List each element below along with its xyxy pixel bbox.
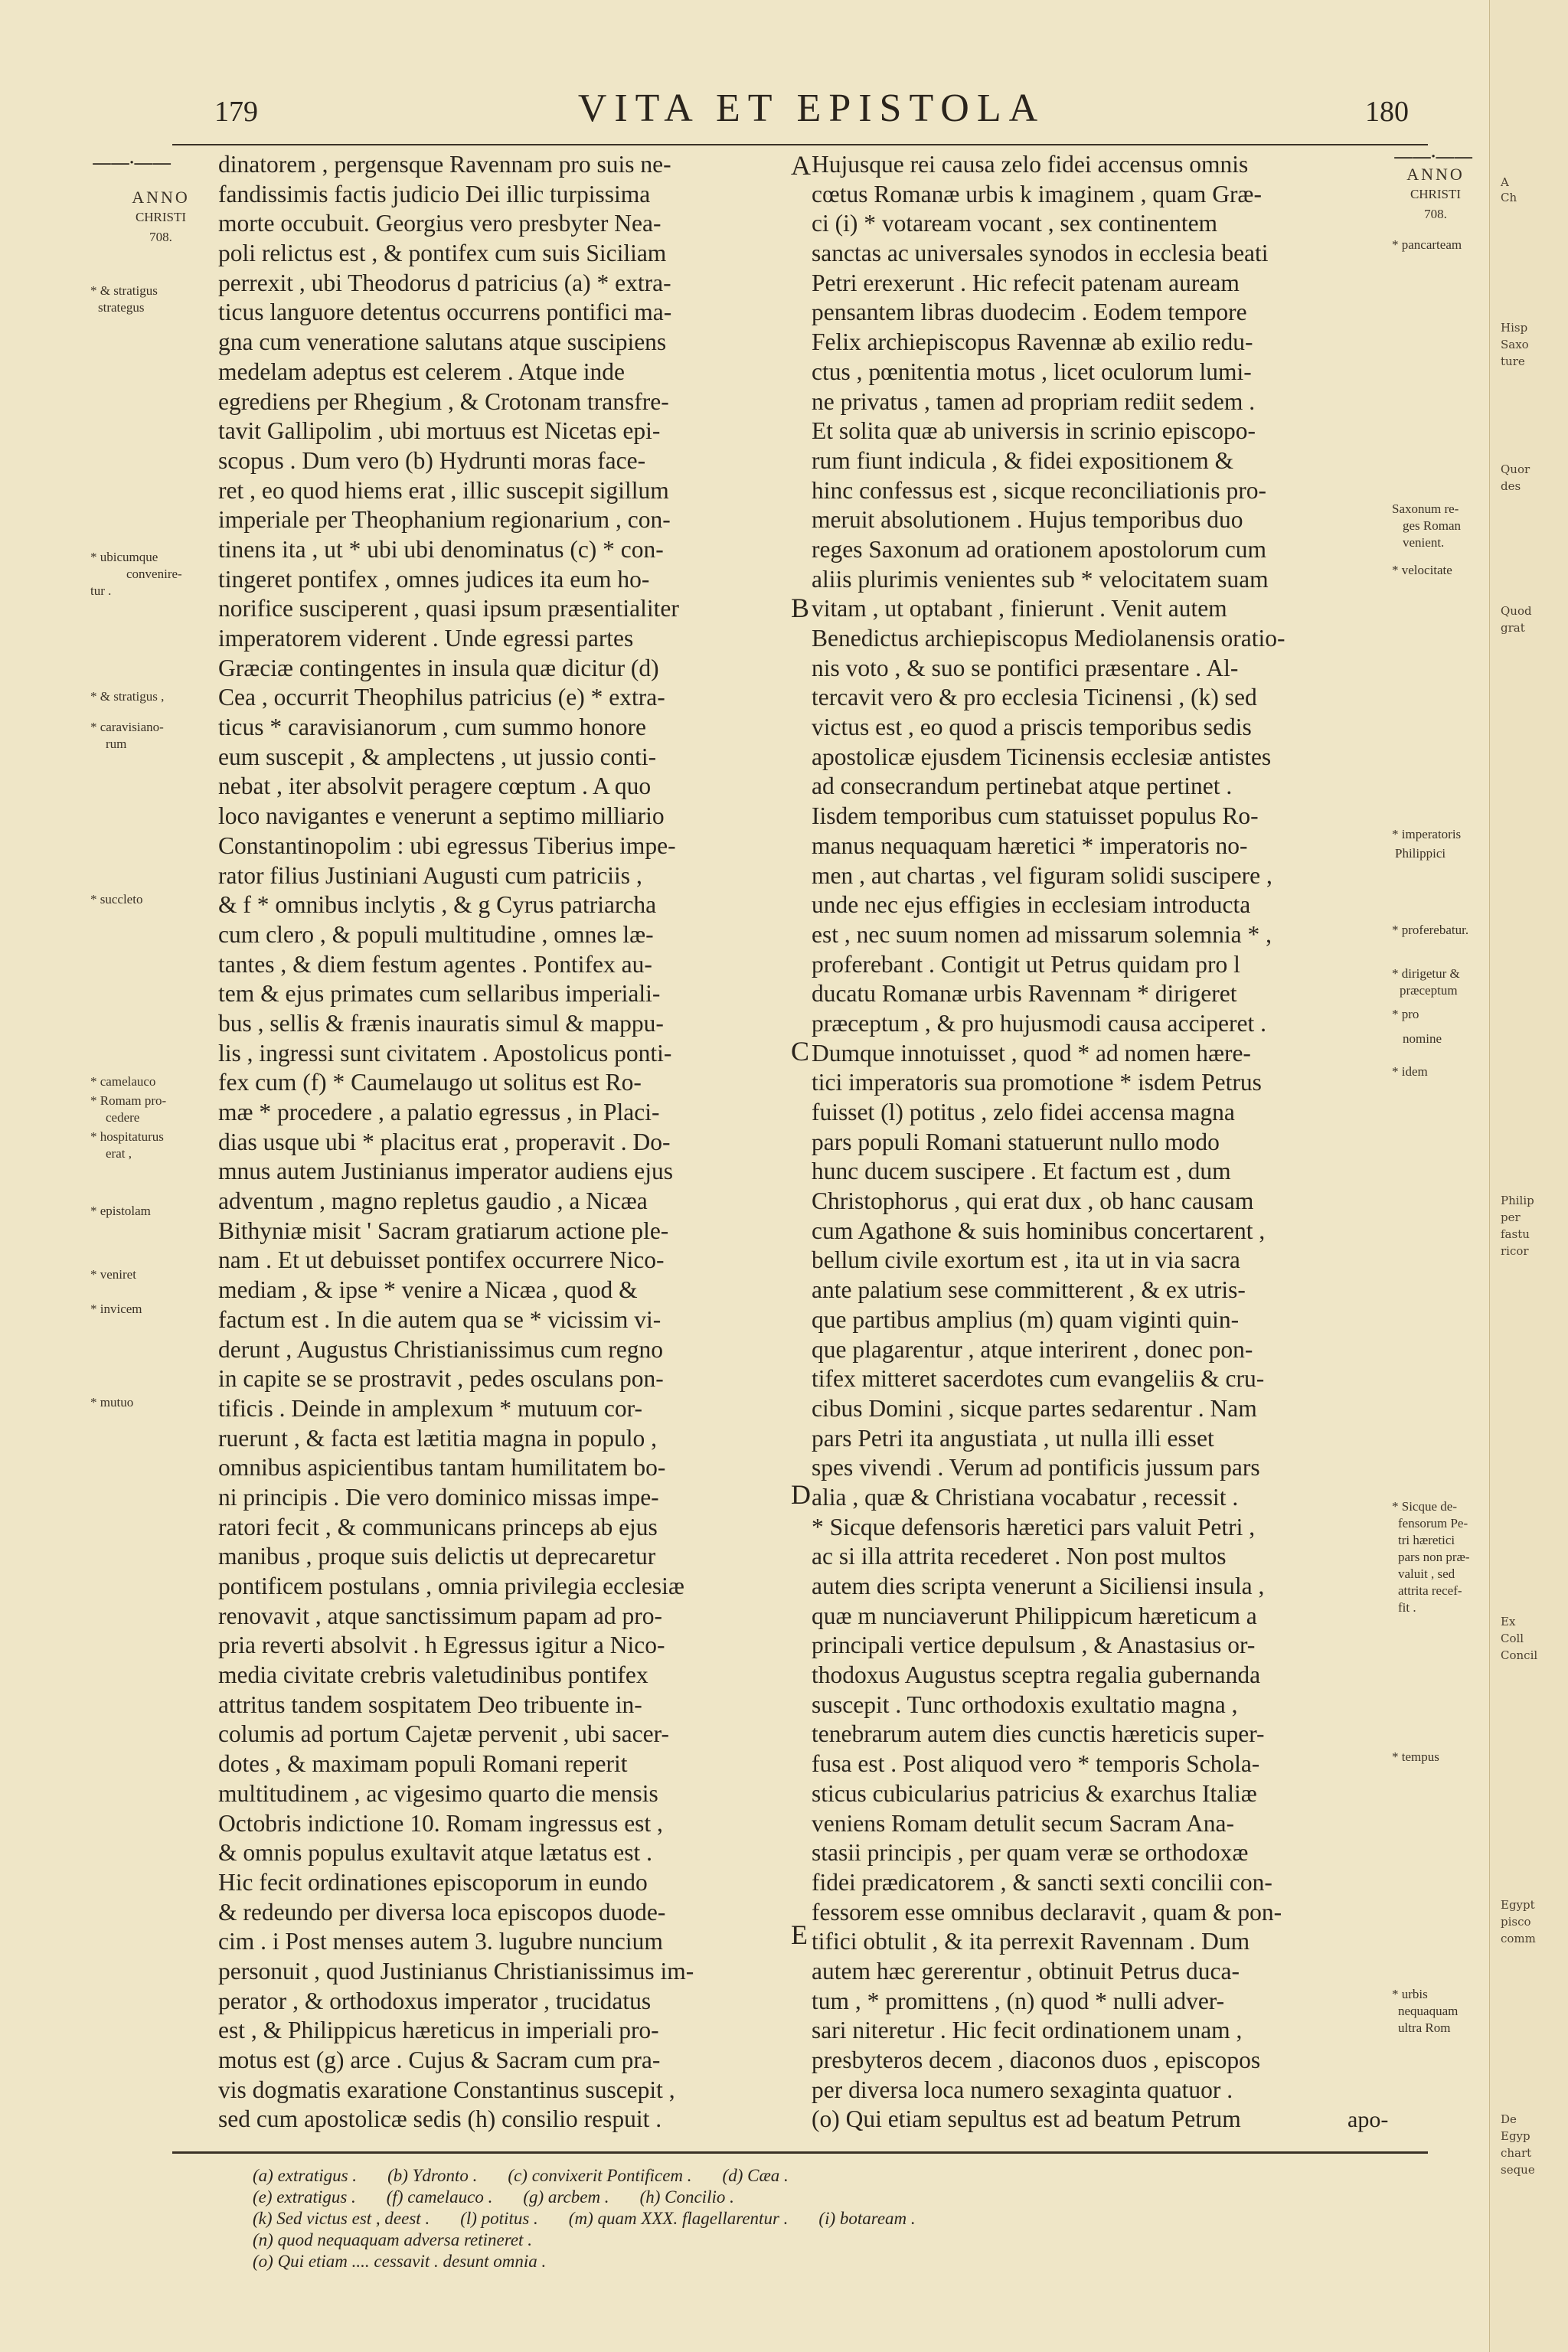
text-line: pria reverti absolvit . h Egressus igitur a Nico- xyxy=(218,1632,665,1659)
text-line: poli relictus est , & pontifex cum suis Siciliam xyxy=(218,240,667,267)
footnote: (b) Ydronto . xyxy=(387,2166,478,2185)
margin-note: attrita recef- xyxy=(1398,1583,1462,1598)
footnote-row xyxy=(253,2251,1363,2272)
text-line: ctus , pœnitentia motus , licet oculorum lumi- xyxy=(812,358,1252,385)
text-line: Dumque innotuisset , quod * ad nomen hære- xyxy=(812,1039,1251,1067)
margin-note: * invicem xyxy=(90,1302,142,1316)
text-line: Constantinopolim : ubi egressus Tiberius impe- xyxy=(218,831,676,859)
footnote: (c) convixerit Pontificem . xyxy=(508,2166,692,2185)
text-line: lis , ingressi sunt civitatem . Apostolicus ponti- xyxy=(218,1039,672,1067)
text-line: adventum , magno repletus gaudio , a Nicæa xyxy=(218,1187,648,1215)
text-line: fidei prædicatorem , & sancti sexti concilii con- xyxy=(812,1868,1272,1896)
text-line: Græciæ contingentes in insula quæ dicitur (d) xyxy=(218,654,659,681)
text-line: hunc ducem suscipere . Et factum est , dum xyxy=(812,1158,1231,1185)
margin-note: nequaquam xyxy=(1398,2004,1459,2018)
text-line: Octobris indictione 10. Romam ingressus est , xyxy=(218,1809,663,1837)
text-line: media civitate crebris valetudinibus pontifex xyxy=(218,1661,648,1689)
text-line: perator , & orthodoxus imperator , trucidatus xyxy=(218,1987,652,2014)
text-line: hinc confessus est , sicque reconciliationis pro- xyxy=(812,476,1266,504)
footnote-row xyxy=(253,2165,1363,2187)
margin-note: * velocitate xyxy=(1392,563,1452,577)
running-title: VITA ET EPISTOLA xyxy=(577,87,1046,130)
edge-fragment: per xyxy=(1501,1210,1521,1224)
footnote-row xyxy=(253,2187,1363,2208)
text-line: motus est (g) arce . Cujus & Sacram cum pra- xyxy=(218,2047,661,2073)
text-line: est , nec suum nomen ad missarum solemnia * , xyxy=(812,920,1272,948)
edge-fragment: ture xyxy=(1501,354,1525,368)
text-line: Cea , occurrit Theophilus patricius (e) * extra- xyxy=(218,684,665,711)
text-line: men , aut chartas , vel figuram solidi suscipere , xyxy=(812,861,1272,889)
text-line: Christophorus , qui erat dux , ob hanc causam xyxy=(812,1187,1254,1215)
text-line: perrexit , ubi Theodorus d patricius (a) * extra- xyxy=(218,269,671,296)
text-line: cim . i Post menses autem 3. lugubre nuncium xyxy=(218,1928,663,1955)
footnote: (n) quod nequaquam adversa retineret . xyxy=(253,2230,532,2249)
edge-fragment: fastu xyxy=(1501,1227,1530,1241)
text-line: ticus * caravisianorum , cum summo honore xyxy=(218,714,647,741)
text-line: ratori fecit , & communicans princeps ab ejus xyxy=(218,1513,658,1540)
text-line: rum fiunt indicula , & fidei expositionem & xyxy=(812,446,1234,474)
footnote: (m) quam XXX. flagellarentur . xyxy=(568,2209,789,2228)
text-line: sticus cubicularius patricius & exarchus Italiæ xyxy=(812,1779,1257,1807)
text-line: stasii principis , per quam veræ se orthodoxæ xyxy=(812,1839,1249,1867)
edge-fragment: comm xyxy=(1501,1932,1536,1945)
margin-note: * caravisiano- xyxy=(90,720,164,734)
text-line: omnibus aspicientibus tantam humilitatem bo- xyxy=(218,1454,666,1481)
edge-fragment: Hisp xyxy=(1501,321,1528,335)
anno-label: ANNO xyxy=(1406,165,1465,184)
text-line: in capite se se prostravit , pedes osculans pon- xyxy=(218,1365,664,1393)
edge-fragment: Quor xyxy=(1501,462,1530,476)
text-line: ret , eo quod hiems erat , illic suscepit sigillum xyxy=(218,476,669,504)
running-header xyxy=(214,86,1409,132)
text-line: cœtus Romanæ urbis k imaginem , quam Græ- xyxy=(812,180,1262,207)
text-line: tinens ita , ut * ubi ubi denominatus (c) * con- xyxy=(218,535,664,563)
text-line: rator filius Justiniani Augusti cum patriciis , xyxy=(218,861,642,889)
margin-note: fit . xyxy=(1398,1600,1416,1615)
text-line: Bithyniæ misit ' Sacram gratiarum actione ple- xyxy=(218,1217,669,1244)
text-line: suscepit . Tunc orthodoxis exultatio magna , xyxy=(812,1690,1238,1718)
margin-note: fensorum Pe- xyxy=(1398,1516,1468,1530)
margin-note: convenire- xyxy=(126,567,182,581)
text-line: eum suscepit , & amplectens , ut jussio conti- xyxy=(218,743,657,770)
margin-note: * tempus xyxy=(1392,1749,1439,1764)
edge-fragment: pisco xyxy=(1501,1915,1531,1929)
text-line: bus , sellis & frænis inauratis simul & mappu- xyxy=(218,1009,664,1037)
text-line: norifice susciperent , quasi ipsum præsentialiter xyxy=(218,595,679,622)
right-text-column xyxy=(812,150,1387,2135)
text-line: Benedictus archiepiscopus Mediolanensis oratio- xyxy=(812,625,1285,652)
text-line: ante palatium sese committerent , & ex utris- xyxy=(812,1276,1246,1304)
margin-note: * & stratigus , xyxy=(90,689,165,704)
margin-note: Philippici xyxy=(1395,846,1446,861)
text-line: ducatu Romanæ urbis Ravennam * dirigeret xyxy=(812,980,1237,1008)
text-line: præceptum , & pro hujusmodi causa acciperet . xyxy=(812,1009,1266,1037)
section-letter-c: C xyxy=(791,1036,810,1067)
text-line: pensantem libras duodecim . Eodem tempore xyxy=(812,299,1247,326)
text-line: ruerunt , & facta est lætitia magna in populo , xyxy=(218,1424,657,1452)
margin-note: * epistolam xyxy=(90,1204,151,1218)
text-line: manibus , proque suis delictis ut deprecaretur xyxy=(218,1543,656,1570)
section-letter-b: B xyxy=(791,593,810,623)
text-line: bellum civile exortum est , ita ut in via sacra xyxy=(812,1246,1240,1274)
edge-fragment: Coll xyxy=(1501,1632,1524,1645)
text-line: Hujusque rei causa zelo fidei accensus omnis xyxy=(812,151,1249,178)
text-line: tificis . Deinde in amplexum * mutuum cor- xyxy=(218,1394,643,1422)
footnote-row xyxy=(253,2208,1363,2230)
margin-note: strategus xyxy=(98,300,145,315)
text-line: multitudinem , ac vigesimo quarto die mensis xyxy=(218,1779,658,1807)
edge-fragment: A xyxy=(1501,175,1509,189)
text-line: cum Agathone & suis hominibus concertarent , xyxy=(812,1217,1266,1244)
text-line: gna cum veneratione salutans atque suscipiens xyxy=(218,328,667,356)
margin-note: ges Roman xyxy=(1403,518,1462,533)
text-line: pontificem postulans , omnia privilegia ecclesiæ xyxy=(218,1573,684,1599)
text-line: nis voto , & suo se pontifici præsentare . Al- xyxy=(812,654,1239,681)
anno-sub: CHRISTI xyxy=(1410,187,1462,201)
text-line: tavit Gallipolim , ubi mortuus est Nicetas epi- xyxy=(218,417,661,445)
text-line: ac si illa attrita recederet . Non post multos xyxy=(812,1543,1227,1570)
margin-note: * mutuo xyxy=(90,1395,134,1410)
text-line: ni principis . Die vero dominico missas impe- xyxy=(218,1483,659,1511)
text-line: vitam , ut optabant , finierunt . Venit autem xyxy=(812,595,1227,622)
text-line: mediam , & ipse * venire a Nicæa , quod & xyxy=(218,1276,638,1304)
text-line: fuisset (l) potitus , zelo fidei accensa magna xyxy=(812,1099,1235,1125)
anno-sub: CHRISTI xyxy=(135,210,187,224)
text-line: sanctas ac universales synodos in ecclesia beati xyxy=(812,240,1269,267)
text-line: dias usque ubi * placitus erat , properavit . Do- xyxy=(218,1128,671,1155)
footnote: (o) Qui etiam .... cessavit . desunt omnia . xyxy=(253,2252,547,2271)
text-line: Hic fecit ordinationes episcoporum in eundo xyxy=(218,1868,648,1896)
margin-note: * idem xyxy=(1392,1064,1428,1079)
text-line: factum est . In die autem qua se * vicissim vi- xyxy=(218,1305,662,1333)
text-line: imperatorem viderent . Unde egressi partes xyxy=(218,625,634,652)
right-dash-rule: ——·—— xyxy=(1393,145,1472,168)
footnotes-block xyxy=(253,2165,1363,2272)
text-line: renovavit , atque sanctissimum papam ad pro- xyxy=(218,1602,662,1629)
text-line: columis ad portum Cajetæ pervenit , ubi sacer- xyxy=(218,1720,669,1748)
left-text-column xyxy=(218,150,786,2135)
edge-fragment: grat xyxy=(1501,621,1525,635)
section-letter-d: D xyxy=(791,1479,811,1510)
footnote: (k) Sed victus est , deest . xyxy=(253,2209,430,2228)
text-line: autem hæc gererentur , obtinuit Petrus duca- xyxy=(812,1957,1240,1984)
margin-note: * succleto xyxy=(90,892,143,906)
text-line: mæ * procedere , a palatio egressus , in Placi- xyxy=(218,1099,660,1125)
text-line: tifici obtulit , & ita perrexit Ravennam . Dum xyxy=(812,1928,1250,1955)
edge-fragment: Egyp xyxy=(1501,2129,1530,2143)
text-line: & omnis populus exultavit atque lætatus est . xyxy=(218,1839,652,1867)
edge-fragment: Ex xyxy=(1501,1615,1516,1628)
text-line: medelam adeptus est celerem . Atque inde xyxy=(218,358,625,385)
margin-note: erat , xyxy=(106,1146,132,1161)
right-page-number: 180 xyxy=(1364,96,1409,128)
text-line: pars Petri ita angustiata , ut nulla illi esset xyxy=(812,1424,1214,1452)
footnote: (g) arcbem . xyxy=(523,2187,609,2207)
text-line: fandissimis factis judicio Dei illic turpissima xyxy=(218,180,651,207)
text-line: que plagarentur , atque interirent , donec pon- xyxy=(812,1335,1253,1363)
margin-note: * veniret xyxy=(90,1267,136,1282)
text-line: sed cum apostolicæ sedis (h) consilio respuit . xyxy=(218,2105,662,2133)
edge-fragment: Concil xyxy=(1501,1648,1538,1662)
margin-note: nomine xyxy=(1403,1031,1442,1046)
footnote: (e) extratigus . xyxy=(253,2187,356,2207)
anno-year: 708. xyxy=(1424,207,1447,221)
footnote-rule xyxy=(172,2151,1428,2154)
text-line: tici imperatoris sua promotione * isdem Petrus xyxy=(812,1069,1262,1096)
text-line: tingeret pontifex , omnes judices ita eum ho- xyxy=(218,565,650,593)
margin-note: Saxonum re- xyxy=(1392,501,1459,516)
footnote: (h) Concilio . xyxy=(639,2187,734,2207)
footnote: (l) potitus . xyxy=(460,2209,538,2228)
margin-note: * pancarteam xyxy=(1392,237,1462,252)
text-line: spes vivendi . Verum ad pontificis jussum pars xyxy=(812,1454,1260,1481)
margin-note: tur . xyxy=(90,583,112,598)
text-line: cibus Domini , sicque partes sedarentur . Nam xyxy=(812,1394,1257,1422)
margin-note: * imperatoris xyxy=(1392,827,1462,841)
text-line: fusa est . Post aliquod vero * temporis Schola- xyxy=(812,1750,1260,1778)
edge-fragment: Quod xyxy=(1501,604,1532,618)
edge-fragment: seque xyxy=(1501,2163,1535,2177)
text-line: attritus tandem sospitatem Deo tribuente in- xyxy=(218,1690,642,1718)
text-line: mnus autem Justinianus imperator audiens ejus xyxy=(218,1158,674,1185)
text-line: * Sicque defensoris hæretici pars valuit Petri , xyxy=(812,1513,1256,1540)
edge-fragment: ricor xyxy=(1501,1244,1529,1258)
text-line: ad consecrandum pertinebat atque pertinet . xyxy=(812,773,1233,800)
text-line: tum , * promittens , (n) quod * nulli adver- xyxy=(812,1987,1225,2014)
footnote: (f) camelauco . xyxy=(386,2187,493,2207)
text-line: vis dogmatis exaratione Constantinus suscepit , xyxy=(218,2076,675,2103)
text-line: victus est , eo quod a priscis temporibus sedis xyxy=(812,714,1252,741)
margin-note: * & stratigus xyxy=(90,283,158,298)
margin-note: * ubicumque xyxy=(90,550,158,564)
edge-fragment: Ch xyxy=(1501,191,1517,204)
section-letter-e: E xyxy=(791,1919,808,1950)
text-line: aliis plurimis venientes sub * velocitatem suam xyxy=(812,565,1269,593)
text-line: ticus languore detentus occurrens pontifici ma- xyxy=(218,299,672,326)
margin-note: cedere xyxy=(106,1110,140,1125)
text-line: presbyteros decem , diaconos duos , episcopos xyxy=(812,2047,1261,2073)
text-line: Et solita quæ ab universis in scrinio episcopo- xyxy=(812,417,1256,445)
text-line: Petri erexerunt . Hic refecit patenam auream xyxy=(812,269,1240,296)
text-line: egrediens per Rhegium , & Crotonam transfre- xyxy=(218,387,669,415)
catchword: apo- xyxy=(1348,2107,1389,2132)
text-line: derunt , Augustus Christianissimus cum regno xyxy=(218,1335,663,1363)
text-line: nam . Et ut debuisset pontifex occurrere Nico- xyxy=(218,1246,665,1274)
text-line: Felix archiepiscopus Ravennæ ab exilio redu- xyxy=(812,328,1253,356)
edge-fragment: Philip xyxy=(1501,1194,1534,1207)
margin-note: * dirigetur & xyxy=(1392,966,1460,981)
footnote-row xyxy=(253,2230,1363,2251)
text-line: scopus . Dum vero (b) Hydrunti moras face- xyxy=(218,446,646,474)
text-line: tifex mitteret sacerdotes cum evangeliis & cru- xyxy=(812,1365,1265,1393)
text-line: dotes , & maximam populi Romani reperit xyxy=(218,1750,628,1778)
text-line: tenebrarum autem dies cunctis hæreticis super- xyxy=(812,1720,1265,1748)
text-line: nebat , iter absolvit peragere cœptum . A quo xyxy=(218,773,652,800)
margin-note: venient. xyxy=(1403,535,1445,550)
text-line: autem dies scripta venerunt a Siciliensi insula , xyxy=(812,1573,1265,1599)
left-page-number: 179 xyxy=(214,96,258,128)
text-line: fessorem esse omnibus declaravit , quam & pon- xyxy=(812,1898,1282,1926)
margin-note: valuit , sed xyxy=(1398,1566,1455,1581)
margin-note: * hospitaturus xyxy=(90,1129,164,1144)
text-line: tem & ejus primates cum sellaribus imperiali- xyxy=(218,980,661,1008)
edge-fragment: Egypt xyxy=(1501,1898,1535,1912)
text-line: (o) Qui etiam sepultus est ad beatum Petrum xyxy=(812,2105,1241,2133)
margin-note: ultra Rom xyxy=(1398,2020,1451,2035)
margin-note: pars non præ- xyxy=(1398,1550,1470,1564)
text-line: dinatorem , pergensque Ravennam pro suis ne- xyxy=(218,151,671,178)
anno-label: ANNO xyxy=(132,188,190,207)
text-line: imperiale per Theophanium regionarium , con- xyxy=(218,506,671,534)
text-line: ne privatus , tamen ad propriam rediit sedem . xyxy=(812,387,1256,415)
text-line: alia , quæ & Christiana vocabatur , recessit . xyxy=(812,1483,1239,1511)
footnote: (d) Cæa . xyxy=(722,2166,789,2185)
text-line: reges Saxonum ad orationem apostolorum cum xyxy=(812,535,1266,563)
text-line: tantes , & diem festum agentes . Pontifex au- xyxy=(218,950,652,978)
text-line: proferebant . Contigit ut Petrus quidam pro l xyxy=(812,950,1240,978)
anno-year: 708. xyxy=(149,230,172,244)
text-line: personuit , quod Justinianus Christianissimus im- xyxy=(218,1957,694,1984)
margin-note: tri hæretici xyxy=(1398,1533,1455,1547)
text-line: manus nequaquam hæretici * imperatoris no- xyxy=(812,831,1248,859)
text-line: veniens Romam detulit secum Sacram Ana- xyxy=(812,1809,1234,1837)
text-line: apostolicæ ejusdem Ticinensis ecclesiæ antistes xyxy=(812,743,1272,770)
text-line: unde nec ejus effigies in ecclesiam introducta xyxy=(812,891,1251,919)
text-line: thodoxus Augustus sceptra regalia gubernanda xyxy=(812,1661,1261,1689)
anno-christi-left xyxy=(115,188,207,247)
text-line: & f * omnibus inclytis , & g Cyrus patriarcha xyxy=(218,891,657,919)
header-rule xyxy=(172,144,1428,145)
text-line: quæ m nunciaverunt Philippicum hæreticum a xyxy=(812,1602,1257,1629)
margin-note: * camelauco xyxy=(90,1074,156,1089)
footnote: (i) botaream . xyxy=(818,2209,916,2228)
text-line: per diversa loca numero sexaginta quatuor . xyxy=(812,2076,1233,2103)
margin-note: * Romam pro- xyxy=(90,1093,167,1108)
text-line: pars populi Romani statuerunt nullo modo xyxy=(812,1128,1220,1155)
left-dash-rule: ——·—— xyxy=(92,152,171,175)
text-line: Iisdem temporibus cum statuisset populus Ro- xyxy=(812,802,1259,830)
next-page-edge xyxy=(1489,0,1568,2352)
text-line: que partibus amplius (m) quam viginti quin- xyxy=(812,1305,1240,1333)
margin-note: * Sicque de- xyxy=(1392,1499,1457,1514)
text-line: ci (i) * votaream vocant , sex continentem xyxy=(812,210,1218,237)
edge-fragment: Saxo xyxy=(1501,338,1529,351)
anno-christi-right xyxy=(1390,165,1481,224)
footnote: (a) extratigus . xyxy=(253,2166,358,2185)
text-line: sari niteretur . Hic fecit ordinationem unam , xyxy=(812,2017,1243,2044)
margin-note: * proferebatur. xyxy=(1392,923,1469,937)
text-line: principali vertice depulsum , & Anastasius or- xyxy=(812,1632,1256,1659)
text-line: fex cum (f) * Caumelaugo ut solitus est Ro- xyxy=(218,1069,642,1096)
edge-fragment: De xyxy=(1501,2112,1517,2126)
edge-fragment: des xyxy=(1501,479,1521,493)
text-line: morte occubuit. Georgius vero presbyter Nea- xyxy=(218,210,662,237)
text-line: cum clero , & populi multitudine , omnes læ- xyxy=(218,920,654,948)
margin-note: * pro xyxy=(1392,1007,1419,1021)
section-letter-a: A xyxy=(791,150,811,181)
text-line: tercavit vero & pro ecclesia Ticinensi , (k) sed xyxy=(812,684,1257,711)
text-line: est , & Philippicus hæreticus in imperiali pro- xyxy=(218,2017,659,2044)
text-line: loco navigantes e venerunt a septimo milliario xyxy=(218,802,665,830)
margin-note: * urbis xyxy=(1392,1987,1428,2001)
text-line: meruit absolutionem . Hujus temporibus duo xyxy=(812,506,1243,534)
margin-note: rum xyxy=(106,737,127,751)
text-line: & redeundo per diversa loca episcopos duode- xyxy=(218,1898,666,1926)
margin-note: præceptum xyxy=(1400,983,1458,998)
edge-fragment: chart xyxy=(1501,2146,1532,2160)
